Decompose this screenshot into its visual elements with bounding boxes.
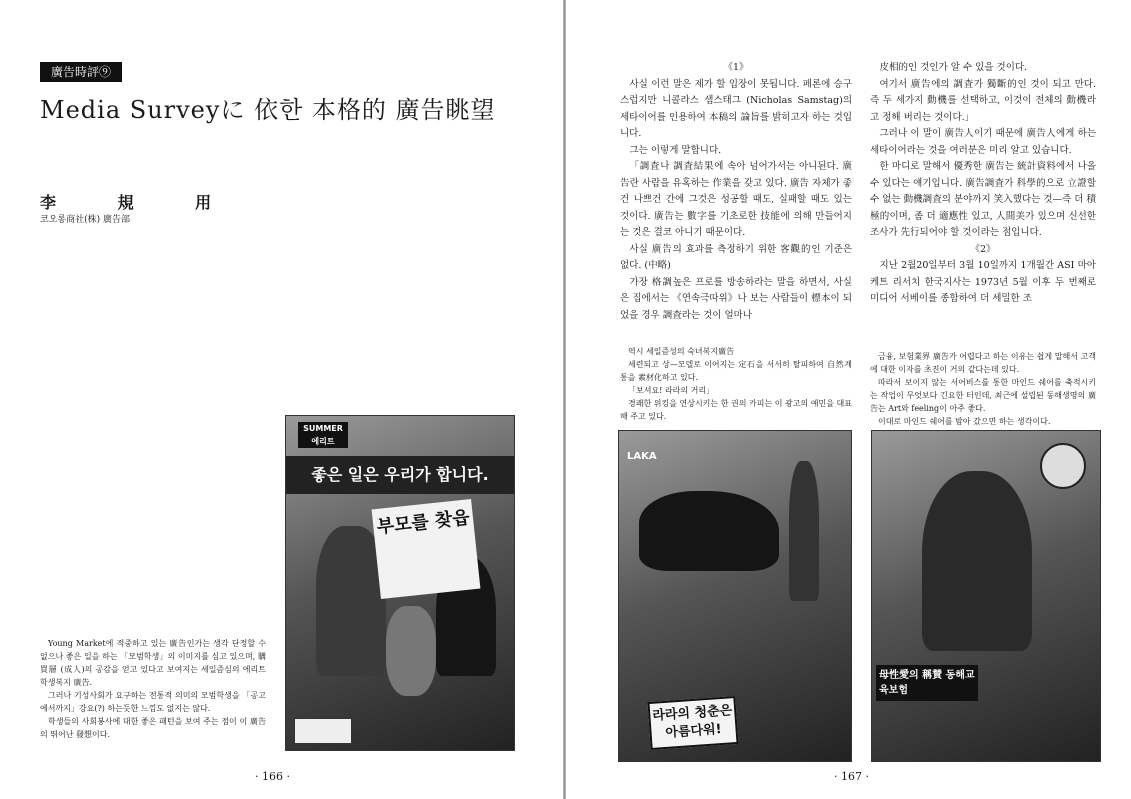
series-tag: 廣告時評⑨: [40, 62, 122, 82]
ad-slogan: 라라의 청춘은 아름다워!: [647, 696, 738, 750]
body-paragraph: 지난 2월20일부터 3월 10일까지 1개월간 ASI 마아케트 리서치 한국지사는 1973년 5월 이후 두 번째로 미디어 서베이를 종합하여 더 세밀한 조: [870, 260, 1096, 304]
ad-photo-dongbu: [871, 430, 1101, 762]
caption-paragraph: 학생들의 사회봉사에 대한 좋은 패턴을 보여 주는 점이 이 廣告의 뛰어난 發想이다.: [40, 717, 266, 739]
caption-paragraph: Young Market에 적중하고 있는 廣告인가는 생각 단정할 수 없으나 좋은 일을 하는 「모범학생」의 이미지를 심고 있으며, 購買層 (成人)의 공감을 얻고 있다고 보여지는 세일즘심의 에리트 학생복지 廣告.: [40, 639, 266, 687]
page-number: · 167 ·: [834, 770, 869, 783]
section-heading: 《2》: [970, 243, 996, 255]
page-number: · 166 ·: [255, 770, 290, 783]
body-paragraph: 「調査나 調査結果에 속아 넘어가서는 아니된다. 廣告란 사람을 유혹하는 作業을 갖고 있다. 廣告 자체가 좋건 나쁘건 간에 그것은 성공할 때도, 실패할 때도 있는 것이다. 廣告는 數字를 기초로한 技能에 의해 만들어지는 것은 결코 아니기 때문이다.: [620, 161, 852, 238]
author-affiliation: 코오롱商社(株) 廣告部: [40, 215, 130, 225]
caption-dongbu: [870, 350, 1096, 428]
ad-logo: [1040, 443, 1086, 489]
body-paragraph: 皮相的인 것인가 알 수 있을 것이다.: [879, 62, 1028, 73]
ad-banner: 좋은 일은 우리가 합니다.: [286, 456, 514, 494]
ad-corner-box: [294, 718, 352, 744]
ad-logo: SUMMER 에리트: [298, 422, 348, 448]
body-paragraph: 사실 廣告의 효과를 측정하기 위한 客觀的인 기준은 없다. (中略): [620, 243, 852, 271]
figure-silhouette: [386, 606, 436, 696]
ad-sign: 부모를 찾읍: [372, 499, 481, 599]
ad-photo-laka: [618, 430, 852, 762]
ad-label: 母性愛의 稱賛 동해교육보험: [876, 665, 978, 701]
ad-photo-elite: [285, 415, 515, 751]
caption-paragraph: 세련되고 상—모델로 이어지는 定石을 서서히 탈피하여 自然계통을 素材化하고 있다.: [620, 360, 852, 382]
caption-paragraph: 따라서 보이지 않는 서어비스를 통한 마인드 쉐어를 축적시키는 작업이 무엇보다 긴요한 터인데, 최근에 설립된 동해생명의 廣告는 Art와 feeling이 아주 좋다.: [870, 378, 1096, 413]
caption-laka: [620, 345, 852, 423]
body-paragraph: 여기서 廣告에의 調査가 獨斷的인 것이 되고 만다. 즉 두 세가지 動機를 선택하고, 이것이 전체의 動機라고 정해 버리는 것이다.」: [870, 78, 1096, 123]
right-page: [566, 0, 1131, 799]
caption-paragraph: 금융, 보험業界 廣告가 어렵다고 하는 이유는 쉽게 말해서 고객에 대한 이자를 초진이 거의 같다는데 있다.: [870, 352, 1096, 374]
text-column-2: [870, 60, 1096, 308]
caption-paragraph: 그러나 기성사회가 요구하는 전통적 의미의 모범학생을 「공고에서까지」강요(?) 하는듯한 느낌도 없지는 않다.: [40, 691, 266, 713]
text-column-1: [620, 60, 852, 324]
horse-silhouette: [639, 491, 779, 571]
body-paragraph: 한 마디로 말해서 優秀한 廣告는 統計資料에서 나올 수 있다는 얘기입니다. 廣告調査가 科學的으로 立證할 수 없는 動機調査의 분야까지 笑入했다는 것—즉 더 積極的이며, 좀 더 適應性 있고, 人間美가 있으며 신선한 조사가 先行되어야 할 것이라는 점입니다.: [870, 161, 1096, 238]
ad-brand: LAKA: [627, 451, 657, 462]
section-heading: 《1》: [723, 62, 749, 73]
body-paragraph: 그는 이렇게 말합니다.: [629, 144, 722, 156]
caption-paragraph: 역시 세일즘성의 숙녀복지廣告: [628, 347, 735, 356]
article-title: Media Surveyに 依한 本格的 廣告眺望: [40, 96, 496, 124]
body-paragraph: 사실 이런 말은 제가 할 입장이 못됩니다. 페론에 승구스럽지만 니콜라스 샘스태그 (Nicholas Samstag)의 세타이어를 인용하여 本稿의 論旨를 밝히고자 하는 것입니다.: [620, 78, 852, 139]
body-paragraph: 그러나 이 말이 廣告人이기 때문에 廣告人에게 하는 세타이어라는 것을 여러분은 미리 알고 있습니다.: [870, 128, 1096, 156]
caption-paragraph: 이대로 마인드 쉐어를 밤아 갔으면 하는 생각이다.: [878, 417, 1051, 426]
figure-silhouette: [789, 461, 819, 601]
caption-paragraph: 「보셔요! 라라의 거리」: [628, 386, 715, 395]
figure-silhouette: [922, 471, 1032, 651]
caption-paragraph: 경쾌한 위킹을 연상시키는 한 권의 카피는 이 광고의 예민을 대표해 주고 있다.: [620, 399, 852, 421]
left-page: [0, 0, 565, 799]
body-paragraph: 가장 格調높은 프로를 방송하라는 말을 하면서, 사실은 집에서는 《연속극따위》나 보는 사람들이 標本이 되었을 경우 調査라는 것이 얼마나: [620, 276, 852, 321]
author-name: 李 規 用: [40, 193, 240, 212]
left-caption: [40, 637, 266, 741]
